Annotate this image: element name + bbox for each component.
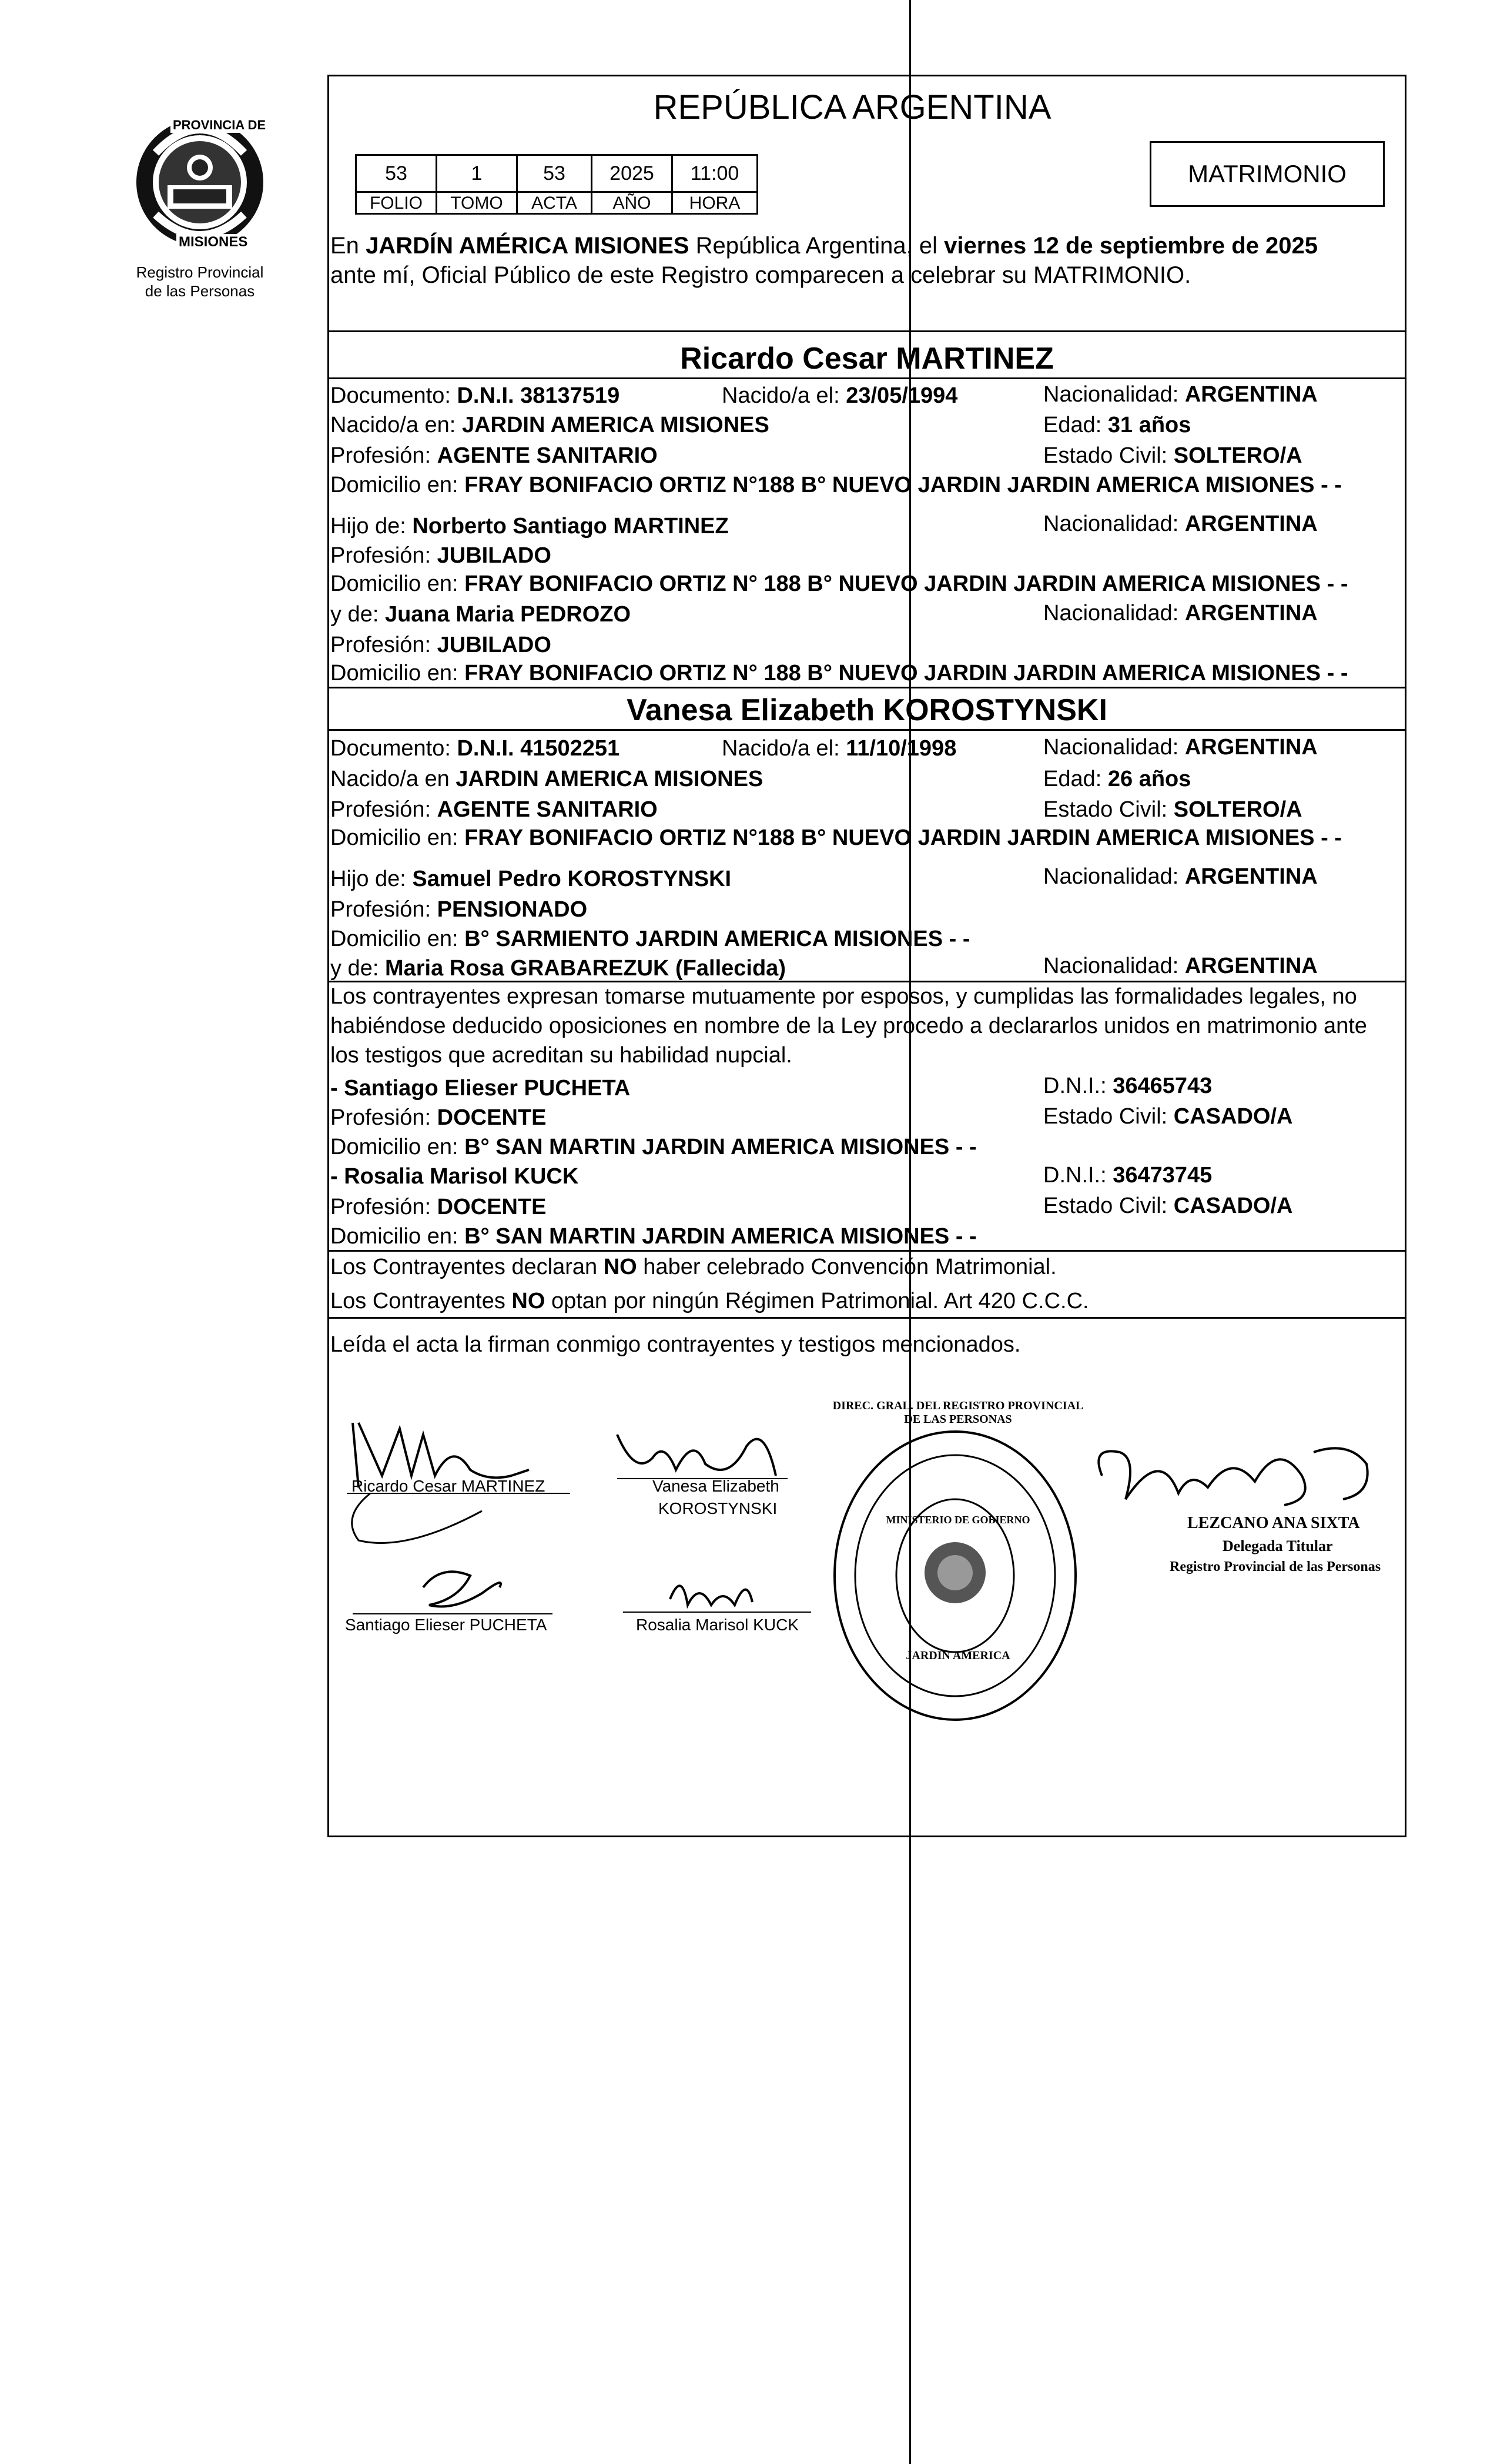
spouse1-father-nationality: Nacionalidad: ARGENTINA: [1043, 511, 1318, 536]
official-name: LEZCANO ANA SIXTA: [1187, 1514, 1360, 1532]
closing-text: Leída el acta la firman conmigo contrayentes y testigos mencionados.: [330, 1332, 1021, 1357]
convention-line1: Los Contrayentes declaran NO haber celebrado Convención Matrimonial.: [330, 1255, 1057, 1279]
folio-label: FOLIO: [355, 191, 437, 215]
spouse1-born: Nacido/a el: 23/05/1994: [722, 383, 958, 408]
spouse1-civil: Estado Civil: SOLTERO/A: [1043, 443, 1302, 468]
signature-rosalia: [623, 1564, 811, 1623]
witness1-profession: Profesión: DOCENTE: [330, 1105, 547, 1130]
divider: [327, 729, 1406, 731]
spouse2-birthplace: Nacido/a en JARDIN AMERICA MISIONES: [330, 767, 763, 791]
divider: [327, 981, 1406, 982]
intro-place: JARDÍN AMÉRICA MISIONES: [366, 233, 689, 259]
intro-line2: ante mí, Oficial Público de este Registro comparecen a celebrar su MATRIMONIO.: [330, 262, 1191, 288]
spouse1-name: Ricardo Cesar MARTINEZ: [680, 342, 1054, 376]
spouse2-profession: Profesión: AGENTE SANITARIO: [330, 797, 658, 822]
witness2-profession: Profesión: DOCENTE: [330, 1195, 547, 1219]
spouse1-profession: Profesión: AGENTE SANITARIO: [330, 443, 658, 468]
acta-value: 53: [516, 154, 592, 193]
document-title: REPÚBLICA ARGENTINA: [653, 88, 1051, 126]
spouse1-mother-profession: Profesión: JUBILADO: [330, 633, 551, 657]
intro-mid: República Argentina, el: [695, 233, 937, 259]
anio-value: 2025: [591, 154, 673, 193]
spouse2-name: Vanesa Elizabeth KOROSTYNSKI: [627, 693, 1107, 727]
spouse2-address: Domicilio en: FRAY BONIFACIO ORTIZ N°188 B° NUEVO JARDIN JARDIN AMERICA MISIONES - -: [330, 825, 1342, 850]
act-type-box: MATRIMONIO: [1150, 141, 1385, 207]
logo-caption-line2: de las Personas: [145, 282, 255, 300]
divider: [327, 687, 1406, 688]
spouse1-father: Hijo de: Norberto Santiago MARTINEZ: [330, 514, 729, 539]
spouse2-nationality: Nacionalidad: ARGENTINA: [1043, 735, 1318, 760]
misiones-emblem-icon: [132, 112, 267, 253]
spouse1-address: Domicilio en: FRAY BONIFACIO ORTIZ N°188 B° NUEVO JARDIN JARDIN AMERICA MISIONES - -: [330, 473, 1342, 497]
spouse2-father-profession: Profesión: PENSIONADO: [330, 897, 588, 922]
provincial-logo: [132, 112, 267, 253]
signature-label-1: Ricardo Cesar MARTINEZ: [351, 1477, 545, 1495]
intro-pre: En: [330, 233, 359, 259]
tomo-label: TOMO: [436, 191, 518, 215]
logo-text-top: PROVINCIA DE: [170, 118, 268, 133]
signature-label-2b: KOROSTYNSKI: [658, 1499, 778, 1517]
official-role: Delegada Titular: [1223, 1537, 1333, 1554]
spouse1-father-address: Domicilio en: FRAY BONIFACIO ORTIZ N° 188 B° NUEVO JARDIN JARDIN AMERICA MISIONES - -: [330, 571, 1348, 596]
folio-value: 53: [355, 154, 437, 193]
witness1-dni: D.N.I.: 36465743: [1043, 1074, 1213, 1098]
witness2-dni: D.N.I.: 36473745: [1043, 1163, 1213, 1188]
spouse1-nationality: Nacionalidad: ARGENTINA: [1043, 382, 1318, 407]
intro-line1: [330, 232, 1318, 259]
signature-label-2a: Vanesa Elizabeth: [652, 1477, 779, 1495]
tomo-value: 1: [436, 154, 518, 193]
spouse2-born: Nacido/a el: 11/10/1998: [722, 736, 957, 761]
spouse2-mother: y de: Maria Rosa GRABAREZUK (Fallecida): [330, 956, 786, 981]
witness2-name: - Rosalia Marisol KUCK: [330, 1164, 579, 1189]
signature-label-3: Santiago Elieser PUCHETA: [345, 1616, 547, 1634]
logo-text-bottom: MISIONES: [176, 234, 250, 250]
spouse1-birthplace: Nacido/a en: JARDIN AMERICA MISIONES: [330, 413, 769, 437]
acta-label: ACTA: [516, 191, 592, 215]
anio-label: AÑO: [591, 191, 673, 215]
spouse2-father-address: Domicilio en: B° SARMIENTO JARDIN AMERICA MISIONES - -: [330, 927, 970, 951]
official-org: Registro Provincial de las Personas: [1170, 1559, 1381, 1574]
declaration-line2: habiéndose deducido oposiciones en nombre de la Ley procedo a declararlos unidos en matrimonio ante: [330, 1014, 1367, 1038]
divider: [327, 1250, 1406, 1252]
witness1-name: - Santiago Elieser PUCHETA: [330, 1076, 631, 1101]
spouse1-mother: y de: Juana Maria PEDROZO: [330, 602, 631, 627]
spouse2-age: Edad: 26 años: [1043, 767, 1191, 791]
spouse2-mother-nationality: Nacionalidad: ARGENTINA: [1043, 954, 1318, 978]
official-seal-icon: [826, 1423, 1084, 1729]
seal-bottom-text: JARDIN AMERICA: [906, 1649, 1010, 1662]
spouse1-mother-nationality: Nacionalidad: ARGENTINA: [1043, 601, 1318, 626]
spouse1-age: Edad: 31 años: [1043, 413, 1191, 437]
hora-label: HORA: [671, 191, 758, 215]
seal-inner-text: MINISTERIO DE GOBIERNO: [886, 1514, 1030, 1526]
declaration-line3: los testigos que acreditan su habilidad nupcial.: [330, 1043, 792, 1068]
witness1-address: Domicilio en: B° SAN MARTIN JARDIN AMERICA MISIONES - -: [330, 1135, 977, 1159]
divider: [327, 377, 1406, 379]
spouse1-document: Documento: D.N.I. 38137519: [330, 383, 620, 408]
seal-outer-text: DIREC. GRAL. DEL REGISTRO PROVINCIAL DE LAS PERSONAS: [832, 1399, 1084, 1426]
witness2-address: Domicilio en: B° SAN MARTIN JARDIN AMERICA MISIONES - -: [330, 1224, 977, 1249]
logo-caption-line1: Registro Provincial: [136, 263, 264, 281]
spouse2-civil: Estado Civil: SOLTERO/A: [1043, 797, 1302, 822]
spouse1-father-profession: Profesión: JUBILADO: [330, 543, 551, 568]
witness1-civil: Estado Civil: CASADO/A: [1043, 1104, 1293, 1129]
signature-label-4: Rosalia Marisol KUCK: [636, 1616, 799, 1634]
hora-value: 11:00: [671, 154, 758, 193]
divider: [327, 330, 1406, 332]
spouse2-father-nationality: Nacionalidad: ARGENTINA: [1043, 864, 1318, 889]
convention-line2: Los Contrayentes NO optan por ningún Régimen Patrimonial. Art 420 C.C.C.: [330, 1289, 1089, 1313]
spouse1-mother-address: Domicilio en: FRAY BONIFACIO ORTIZ N° 188 B° NUEVO JARDIN JARDIN AMERICA MISIONES - -: [330, 661, 1348, 686]
spouse2-document: Documento: D.N.I. 41502251: [330, 736, 620, 761]
declaration-line1: Los contrayentes expresan tomarse mutuamente por esposos, y cumplidas las formalidades legales, no: [330, 984, 1357, 1009]
intro-date: viernes 12 de septiembre de 2025: [944, 233, 1318, 259]
witness2-civil: Estado Civil: CASADO/A: [1043, 1193, 1293, 1218]
spouse2-father: Hijo de: Samuel Pedro KOROSTYNSKI: [330, 867, 732, 891]
divider: [327, 1317, 1406, 1319]
